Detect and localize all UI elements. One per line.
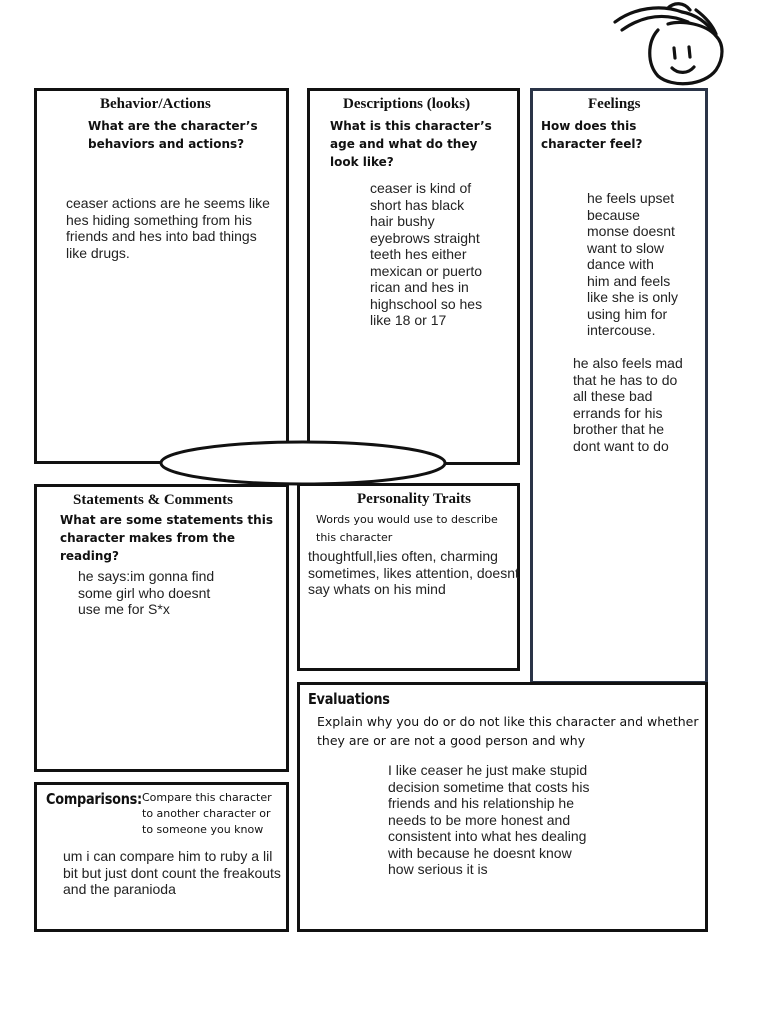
evaluations-prompt: Explain why you do or do not like this character and whether they are or are not a good person and why (317, 714, 699, 748)
descriptions-title: Descriptions (looks) (343, 96, 471, 112)
descriptions-answer: ceaser is kind of short has black hair bushy eyebrows straight teeth hes either mexican or puerto rican and hes in highschool so hes like 18 or 17 (370, 180, 483, 328)
feelings-answer-1: he feels upset because monse doesnt want to slow dance with him and feels like she is only using him for intercouse. (587, 190, 679, 338)
evaluations-answer: I like ceaser he just make stupid decision sometime that costs his friends and his relationship he needs to be more honest and consistent into what hes dealing with because he doesnt know how serious it is (388, 762, 590, 877)
personality-title: Personality Traits (357, 491, 472, 507)
behavior-answer: ceaser actions are he seems like hes hiding something from his friends and hes into bad things like drugs. (66, 195, 270, 261)
feelings-prompt: How does this character feel? (541, 119, 643, 151)
feelings-title: Feelings (588, 96, 641, 112)
personality-prompt: Words you would use to describe this character (316, 513, 498, 544)
statements-prompt: What are some statements this character makes from the reading? (60, 513, 273, 563)
evaluations-title: Evaluations (308, 690, 390, 708)
descriptions-prompt: What is this character’s age and what do they look like? (330, 119, 492, 169)
oval-shape (158, 439, 448, 489)
statements-answer: he says:im gonna find some girl who doesnt use me for S*x (78, 568, 215, 617)
behavior-prompt: What are the character’s behaviors and actions? (88, 119, 258, 151)
comparisons-answer: um i can compare him to ruby a lil bit but just dont count the freakouts and the paranioda (63, 848, 281, 897)
comparisons-prompt: Compare this character to another character or to someone you know (142, 791, 272, 836)
comparisons-title: Comparisons: (46, 790, 142, 808)
feelings-answer-2: he also feels mad that he has to do all these bad errands for his brother that he dont want to do (573, 355, 683, 454)
doodle-face-icon (612, 0, 732, 95)
personality-answer: thoughtfull,lies often, charming sometimes, likes attention, doesnt say whats on his mind (308, 548, 519, 597)
behavior-title: Behavior/Actions (100, 96, 211, 112)
statements-title: Statements & Comments (73, 492, 233, 508)
